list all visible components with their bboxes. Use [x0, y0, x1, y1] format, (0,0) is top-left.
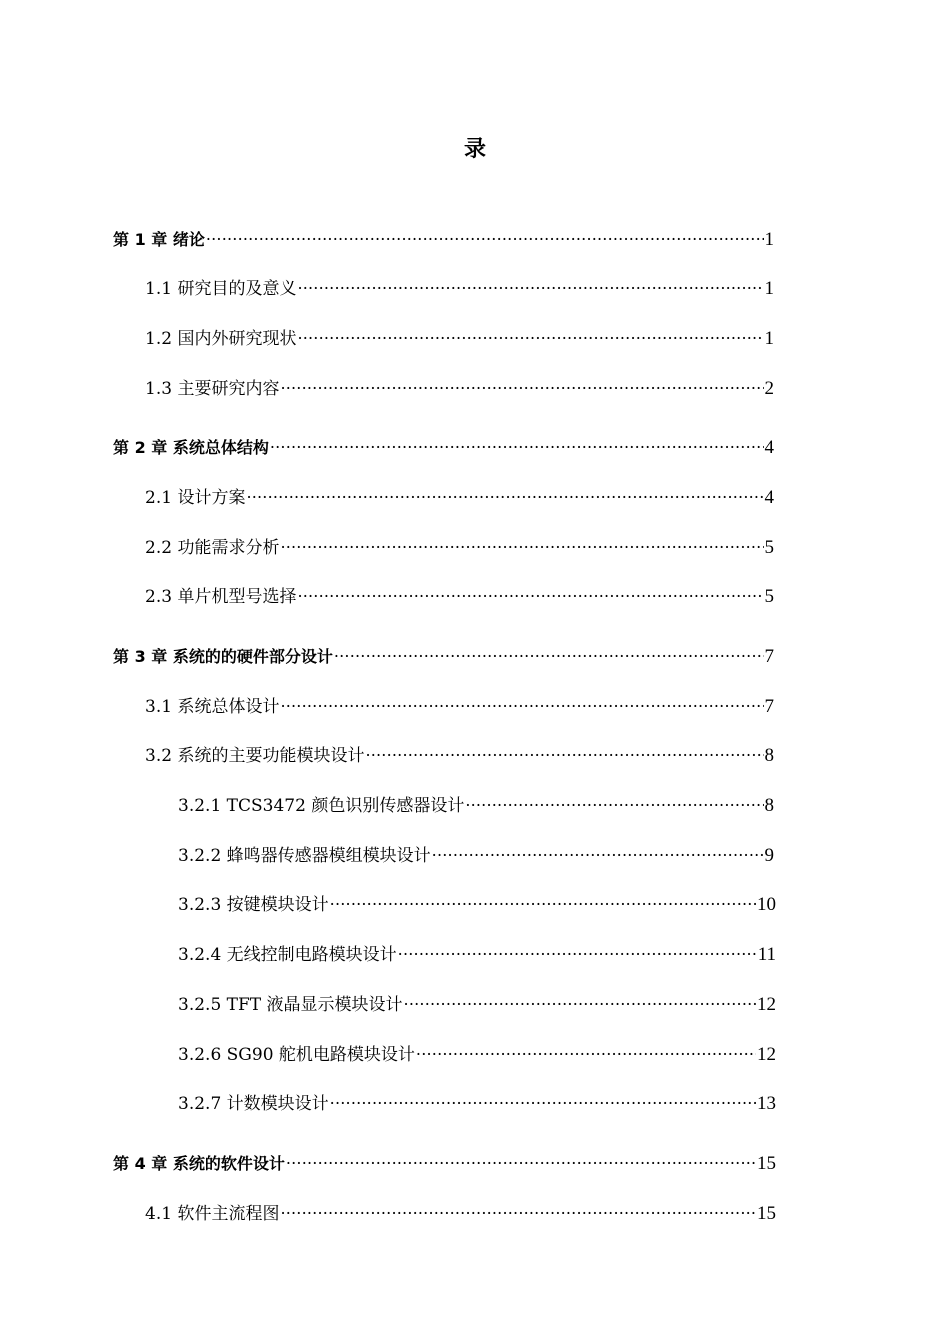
- toc-entry-text: 3.2.7 计数模块设计: [178, 1094, 329, 1114]
- toc-page-number: 15: [757, 1203, 776, 1224]
- toc-entry-3-2-7[interactable]: [178, 1081, 776, 1114]
- toc-entry-chapter-1[interactable]: [113, 217, 774, 250]
- toc-page-number: 7: [764, 646, 774, 667]
- toc-entry-2-1[interactable]: [145, 475, 774, 508]
- toc-entry-3-2[interactable]: [145, 733, 774, 766]
- toc-entry-text: 3.2.4 无线控制电路模块设计: [178, 945, 397, 965]
- toc-entry-text: 2.2 功能需求分析: [145, 538, 280, 558]
- toc-leader-dots: [280, 684, 763, 712]
- toc-entry-text: 3.2.5 TFT 液晶显示模块设计: [178, 995, 403, 1015]
- toc-leader-dots: [330, 882, 756, 910]
- toc-page-number: 9: [764, 845, 774, 866]
- toc-entry-text: 1.2 国内外研究现状: [145, 329, 297, 349]
- toc-leader-dots: [280, 366, 763, 394]
- toc-leader-dots: [334, 634, 764, 662]
- toc-entry-text: 第 4 章 系统的软件设计: [113, 1154, 285, 1173]
- toc-page-number: 8: [764, 745, 774, 766]
- toc-entry-3-2-1[interactable]: [178, 783, 774, 816]
- toc-entry-chapter-4[interactable]: [113, 1141, 776, 1174]
- toc-entry-chapter-2[interactable]: [113, 425, 774, 458]
- toc-leader-dots: [206, 217, 764, 245]
- toc-title: 录: [463, 137, 486, 162]
- toc-page-number: 11: [757, 944, 776, 965]
- toc-entry-text: 2.1 设计方案: [145, 488, 246, 508]
- toc-page-number: 5: [764, 537, 774, 558]
- toc-leader-dots: [270, 425, 764, 453]
- toc-entry-text: 3.2 系统的主要功能模块设计: [145, 746, 365, 766]
- toc-page-number: 4: [764, 487, 774, 508]
- toc-leader-dots: [432, 833, 764, 861]
- toc-leader-dots: [286, 1141, 756, 1169]
- toc-leader-dots: [465, 783, 763, 811]
- toc-leader-dots: [297, 316, 763, 344]
- toc-entry-text: 1.1 研究目的及意义: [145, 279, 297, 299]
- toc-leader-dots: [330, 1081, 756, 1109]
- toc-entry-text: 3.2.2 蜂鸣器传感器模组模块设计: [178, 846, 431, 866]
- toc-page-number: 8: [764, 795, 774, 816]
- toc-page-number: 15: [757, 1153, 776, 1174]
- toc-page-number: 4: [764, 437, 774, 458]
- toc-entry-text: 第 2 章 系统总体结构: [113, 438, 269, 457]
- toc-page-number: 7: [764, 696, 774, 717]
- toc-entry-text: 2.3 单片机型号选择: [145, 587, 297, 607]
- toc-page-number: 12: [757, 1044, 776, 1065]
- toc-entry-3-2-2[interactable]: [178, 833, 774, 866]
- toc-entry-text: 第 3 章 系统的的硬件部分设计: [113, 647, 333, 666]
- toc-page-number: 10: [757, 894, 776, 915]
- toc-leader-dots: [416, 1032, 756, 1060]
- toc-entry-1-2[interactable]: [145, 316, 774, 349]
- toc-entry-1-1[interactable]: [145, 266, 774, 299]
- toc-entry-text: 3.1 系统总体设计: [145, 697, 280, 717]
- toc-leader-dots: [246, 475, 763, 503]
- toc-entry-4-1[interactable]: [145, 1191, 776, 1224]
- toc-page-number: 5: [764, 586, 774, 607]
- toc-leader-dots: [365, 733, 763, 761]
- toc-entry-text: 1.3 主要研究内容: [145, 379, 280, 399]
- toc-page-number: 12: [757, 994, 776, 1015]
- toc-entry-text: 3.2.1 TCS3472 颜色识别传感器设计: [178, 796, 465, 816]
- toc-leader-dots: [404, 982, 756, 1010]
- toc-leader-dots: [297, 574, 763, 602]
- toc-entry-text: 第 1 章 绪论: [113, 230, 205, 249]
- toc-entry-3-2-3[interactable]: [178, 882, 776, 915]
- toc-entry-chapter-3[interactable]: [113, 634, 774, 667]
- toc-page-number: 1: [764, 229, 774, 250]
- toc-entry-3-1[interactable]: [145, 684, 774, 717]
- toc-entry-3-2-6[interactable]: [178, 1032, 776, 1065]
- toc-entry-3-2-5[interactable]: [178, 982, 776, 1015]
- toc-entry-1-3[interactable]: [145, 366, 774, 399]
- toc-entry-text: 3.2.3 按键模块设计: [178, 895, 329, 915]
- toc-entry-2-2[interactable]: [145, 525, 774, 558]
- toc-page-number: 13: [757, 1093, 776, 1114]
- toc-entry-2-3[interactable]: [145, 574, 774, 607]
- toc-page-number: 1: [764, 328, 774, 349]
- toc-leader-dots: [280, 525, 763, 553]
- toc-entry-text: 3.2.6 SG90 舵机电路模块设计: [178, 1045, 415, 1065]
- toc-leader-dots: [398, 932, 757, 960]
- toc-page-number: 1: [764, 278, 774, 299]
- toc-page-number: 2: [764, 378, 774, 399]
- toc-leader-dots: [280, 1191, 756, 1219]
- toc-entry-text: 4.1 软件主流程图: [145, 1204, 280, 1224]
- toc-leader-dots: [297, 266, 763, 294]
- toc-entry-3-2-4[interactable]: [178, 932, 776, 965]
